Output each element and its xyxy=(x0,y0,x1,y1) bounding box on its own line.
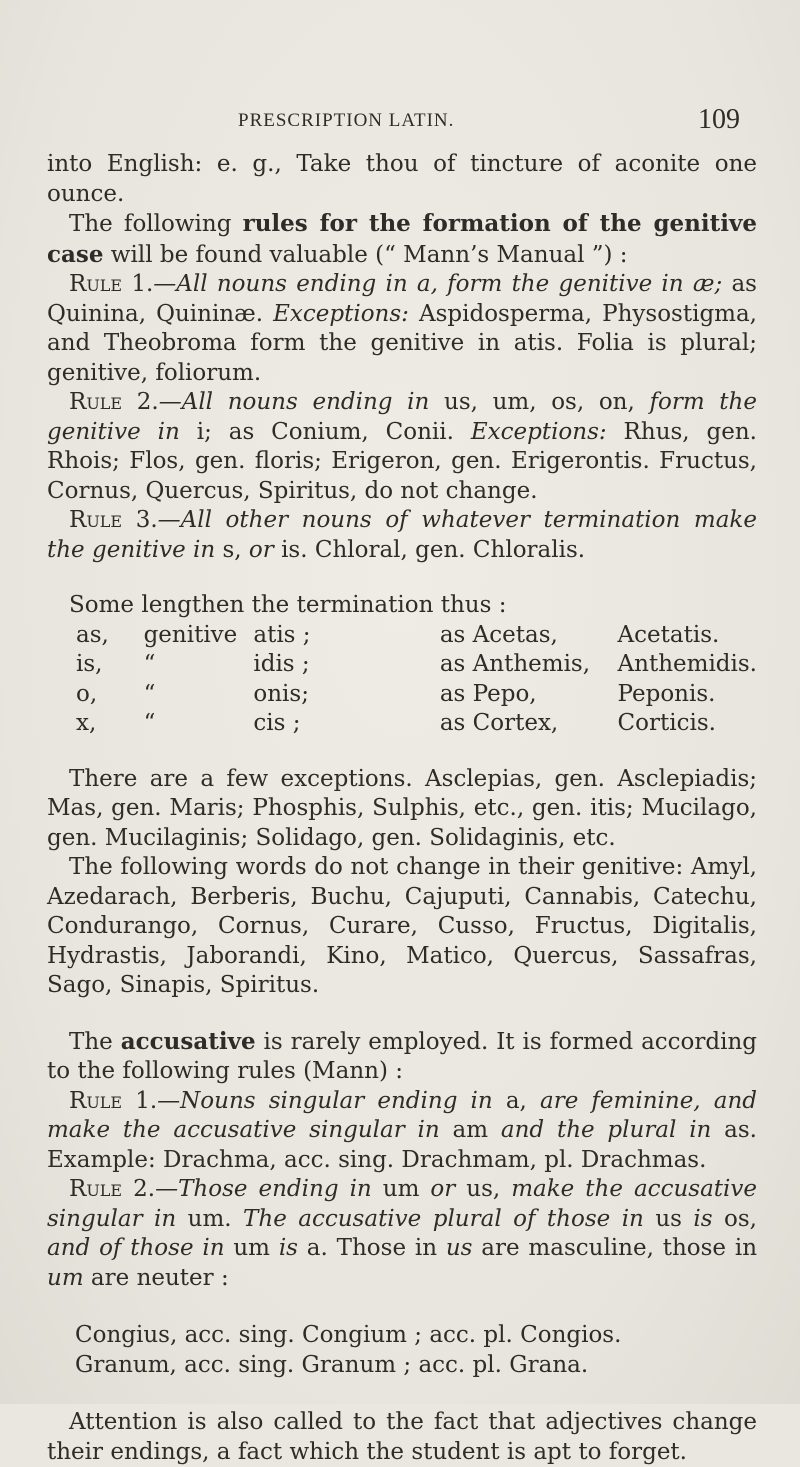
no-change-paragraph: The following words do not change in their genitive: Amyl, Azedarach, Berberis, Buchu, Cajuputi, Cannabis, Catechu, Condurango, Cornus, Curare, Cusso, Fructus, Digitalis, Hydrastis, Jaborandi, Kino, Matico, Quercus, Sassafras, Sago, Sinapis, Spiritus. xyxy=(47,854,757,998)
ending-cell: as, xyxy=(76,621,109,648)
text-run: is rarely employed. It is formed according to the following rules (Mann) : xyxy=(47,1028,758,1084)
text-run: is. Chloral, gen. Chloralis. xyxy=(273,536,586,563)
genitive-rules-intro xyxy=(47,209,757,270)
table-row xyxy=(76,680,757,710)
example-cell: as Acetas, xyxy=(439,621,558,648)
result-cell: Anthemidis. xyxy=(617,651,757,677)
table-row xyxy=(76,621,757,651)
text-run: s, xyxy=(215,536,249,563)
genitive-ending-cell: atis ; xyxy=(253,621,311,648)
bold-term: accusative xyxy=(120,1027,256,1055)
accusative-intro xyxy=(47,1027,757,1087)
exceptions-label: Exceptions: xyxy=(273,300,409,327)
running-title: PRESCRIPTION LATIN. xyxy=(238,110,455,131)
page-number: 109 xyxy=(698,104,740,135)
example-cell: as Anthemis, xyxy=(439,651,591,677)
text-run: us xyxy=(445,1235,473,1261)
text-run: as Quinina, Quininæ. xyxy=(47,271,757,327)
text-run: um. xyxy=(176,1205,244,1232)
rule-label: Rule 2. xyxy=(69,389,159,415)
result-cell: Peponis. xyxy=(617,680,716,707)
rule-statement: —All other nouns of whatever termination make the genitive in xyxy=(47,507,757,563)
termination-table xyxy=(76,621,757,739)
rule-statement: and the plural in xyxy=(500,1117,712,1143)
rule-statement: —Nouns singular ending in xyxy=(157,1087,493,1114)
rule-statement: —All nouns ending in a, form the genitive in æ; xyxy=(153,271,723,297)
text-run: i; as Conium, Conii. xyxy=(179,418,471,445)
text-run: as. Example: Drachma, acc. sing. Drachmam, pl. Drachmas. xyxy=(47,1117,757,1173)
page-header xyxy=(0,104,800,144)
intro-paragraph: into English: e. g., Take thou of tincture of aconite one ounce. xyxy=(47,151,757,207)
genitive-rule-3 xyxy=(47,506,757,565)
example-line: Congius, acc. sing. Congium ; acc. pl. Congios. xyxy=(75,1322,622,1348)
lengthen-intro: Some lengthen the termination thus : xyxy=(69,592,507,618)
example-line: Granum, acc. sing. Granum ; acc. pl. Grana. xyxy=(75,1351,589,1378)
text-run: um xyxy=(371,1176,431,1202)
ending-cell: o, xyxy=(76,680,98,707)
result-cell: Acetatis. xyxy=(617,621,720,648)
text-run: are neuter : xyxy=(83,1264,229,1291)
result-cell: Corticis. xyxy=(617,710,716,736)
example-cell: as Cortex, xyxy=(439,710,559,736)
accusative-rule-2 xyxy=(47,1175,757,1293)
ditto-mark: “ xyxy=(143,651,156,677)
rule-statement: and of those in xyxy=(47,1235,225,1261)
rule-statement: make the accusative singular in xyxy=(47,1176,757,1232)
bold-term: rules for the formation of the genitive case xyxy=(47,210,757,268)
table-row xyxy=(76,650,757,680)
page-body xyxy=(47,150,757,1467)
genitive-rule-1 xyxy=(47,270,757,388)
text-run: The following xyxy=(69,211,243,237)
table-row xyxy=(76,709,757,739)
genitive-rule-2 xyxy=(47,388,757,506)
rule-label: Rule 3. xyxy=(69,507,158,533)
text-run: The xyxy=(69,1028,121,1055)
genitive-ending-cell: cis ; xyxy=(253,710,301,736)
ending-cell: x, xyxy=(76,710,97,736)
text-run: um xyxy=(47,1264,84,1291)
rule-statement: form the genitive in xyxy=(47,389,757,445)
text-run: a. Those in xyxy=(297,1235,446,1261)
text-run: a, xyxy=(492,1087,540,1114)
rule-label: Rule 2. xyxy=(69,1176,156,1202)
rule-statement: is xyxy=(693,1205,713,1232)
genitive-ending-cell: onis; xyxy=(253,680,309,707)
rule-statement: —All nouns ending in xyxy=(158,389,430,415)
exceptions-paragraph: There are a few exceptions. Asclepias, gen. Asclepiadis; Mas, gen. Maris; Phosphis, Sulphis, etc., gen. itis; Mucilago, gen. Mucilaginis; Solidago, gen. Solidaginis, etc. xyxy=(47,765,757,851)
ending-cell: is, xyxy=(76,651,103,677)
rule-statement: are feminine, and make the accusative singular in xyxy=(47,1087,757,1143)
text-run: us xyxy=(643,1205,694,1232)
rule-statement: or xyxy=(430,1176,456,1202)
text-run: or xyxy=(248,536,274,563)
text-run: us, xyxy=(455,1176,512,1202)
rule-statement: —Those ending in xyxy=(155,1176,372,1202)
accusative-rule-1 xyxy=(47,1087,757,1176)
genitive-label-cell: genitive xyxy=(143,621,238,648)
genitive-ending-cell: idis ; xyxy=(253,651,310,677)
text-run: us, um, os, on, xyxy=(429,389,650,415)
rule-statement: The accusative plural of those in xyxy=(243,1205,644,1232)
example-cell: as Pepo, xyxy=(439,680,537,707)
rule-label: Rule 1. xyxy=(69,271,154,297)
exceptions-label: Exceptions: xyxy=(470,418,607,445)
text-run: Aspidosperma, Physostigma, and Theobroma form the genitive in atis. Folia is plural; genitive, foliorum. xyxy=(47,300,757,386)
text-run: will be found valuable (“ Mann’s Manual ”) : xyxy=(103,241,628,268)
rule-label: Rule 1. xyxy=(69,1087,158,1114)
text-run: am xyxy=(439,1117,501,1143)
text-run: are masculine, those in xyxy=(472,1235,758,1261)
text-run: Rhus, gen. Rhois; Flos, gen. floris; Erigeron, gen. Erigerontis. Fructus, Cornus, Quercus, Spiritus, do not change. xyxy=(47,418,757,504)
ditto-mark: “ xyxy=(143,680,156,707)
ditto-mark: “ xyxy=(143,710,156,736)
text-run: os, xyxy=(712,1205,757,1232)
closing-paragraph: Attention is also called to the fact that adjectives change their endings, a fact which the student is apt to forget. xyxy=(47,1409,757,1465)
text-run: um xyxy=(224,1235,279,1261)
rule-statement: is xyxy=(278,1235,298,1261)
